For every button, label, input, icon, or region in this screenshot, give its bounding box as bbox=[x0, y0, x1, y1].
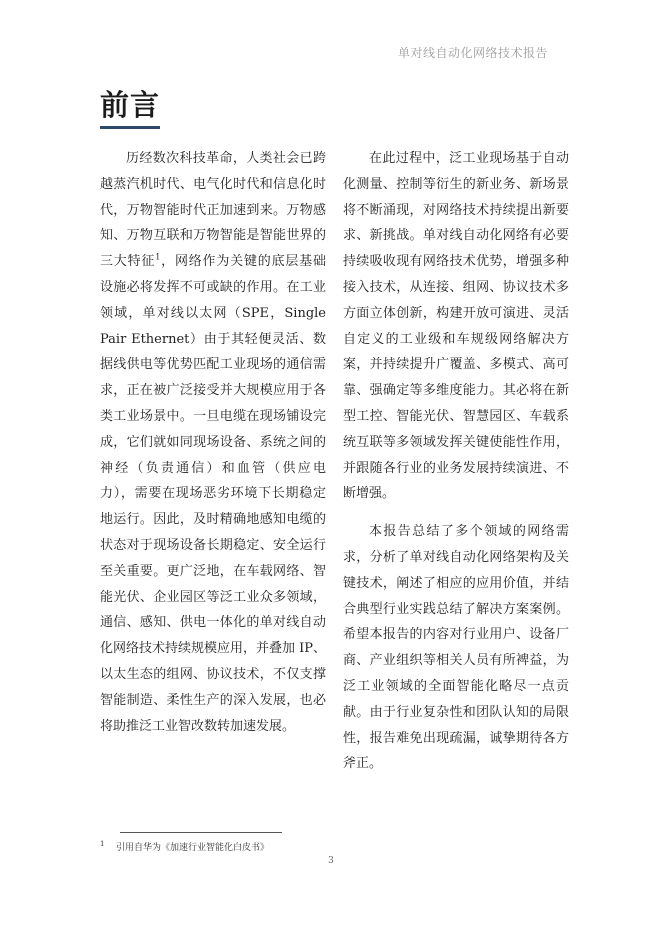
footnote-reference[interactable]: 1 bbox=[155, 252, 161, 262]
right-paragraph-2: 本报告总结了多个领域的网络需求，分析了单对线自动化网络架构及关键技术，阐述了相应的应用价值，并结合典型行业实践总结了解决方案案例。希望本报告的内容对行业用户、设备厂商、产业组织等相关人员有所裨益，为泛工业领域的全面智能化略尽一点贡献。由于行业复杂性和团队认知的局限性，报告难免出现疏漏，诚挚期待各方斧正。 bbox=[343, 524, 569, 772]
footnote-text: 引用自华为《加速行业智能化白皮书》 bbox=[116, 843, 270, 853]
left-paragraph-1 bbox=[100, 146, 326, 739]
left-column bbox=[100, 146, 326, 751]
right-paragraph-1: 在此过程中，泛工业现场基于自动化测量、控制等衍生的新业务、新场景将不断涌现，对网络技术持续提出新要求、新挑战。单对线自动化网络有必要持续吸收现有网络技术优势，增强多种接入技术，从连接、组网、协议技术多方面立体创新，构建开放可演进、灵活自定义的工业级和车规级网络解决方案，并持续提升广覆盖、多模式、高可靠、强确定等多维度能力。其必将在新型工控、智能光伏、智慧园区、车载系统互联等多领域发挥关键使能性作用，并跟随各行业的业务发展持续演进、不断增强。 bbox=[343, 151, 569, 502]
left-paragraph-1-text-a: 历经数次科技革命，人类社会已跨越蒸汽机时代、电气化时代和信息化时代，万物智能时代正加速到来。万物感知、万物互联和万物智能是智能世界的三大特征 bbox=[100, 151, 326, 270]
right-column bbox=[343, 146, 569, 789]
footnote bbox=[100, 840, 269, 853]
page-number: 3 bbox=[328, 856, 334, 866]
title-underline bbox=[100, 126, 160, 129]
left-paragraph-1-text-b: ，网络作为关键的底层基础设施必将发挥不可或缺的作用。在工业领域，单对线以太网（SPE，Single Pair Ethernet）由于其轻便灵活、数据线供电等优势匹配工业现场的通信需求，正在被广泛接受并大规模应用于各类工业场景中。一旦电缆在现场铺设完成，它们就如同现场设备、系统之间的神经（负责通信）和血管（供应电力），需要在现场恶劣环境下长期稳定地运行。因此，及时精确地感知电缆的状态对于现场设备长期稳定、安全运行至关重要。更广泛地，在车载网络、智能光伏、企业园区等泛工业众多领域，通信、感知、供电一体化的单对线自动化网络技术持续规模应用，并叠加 IP、以太生态的组网、协议技术，不仅支撑智能制造、柔性生产的深入发展，也必将助推泛工业智改数转加速发展。 bbox=[100, 254, 327, 734]
title-block bbox=[100, 86, 160, 129]
running-header: 单对线自动化网络技术报告 bbox=[397, 46, 548, 60]
footnote-divider bbox=[120, 832, 282, 833]
page-title: 前言 bbox=[100, 88, 161, 122]
footnote-number: 1 bbox=[100, 840, 105, 848]
